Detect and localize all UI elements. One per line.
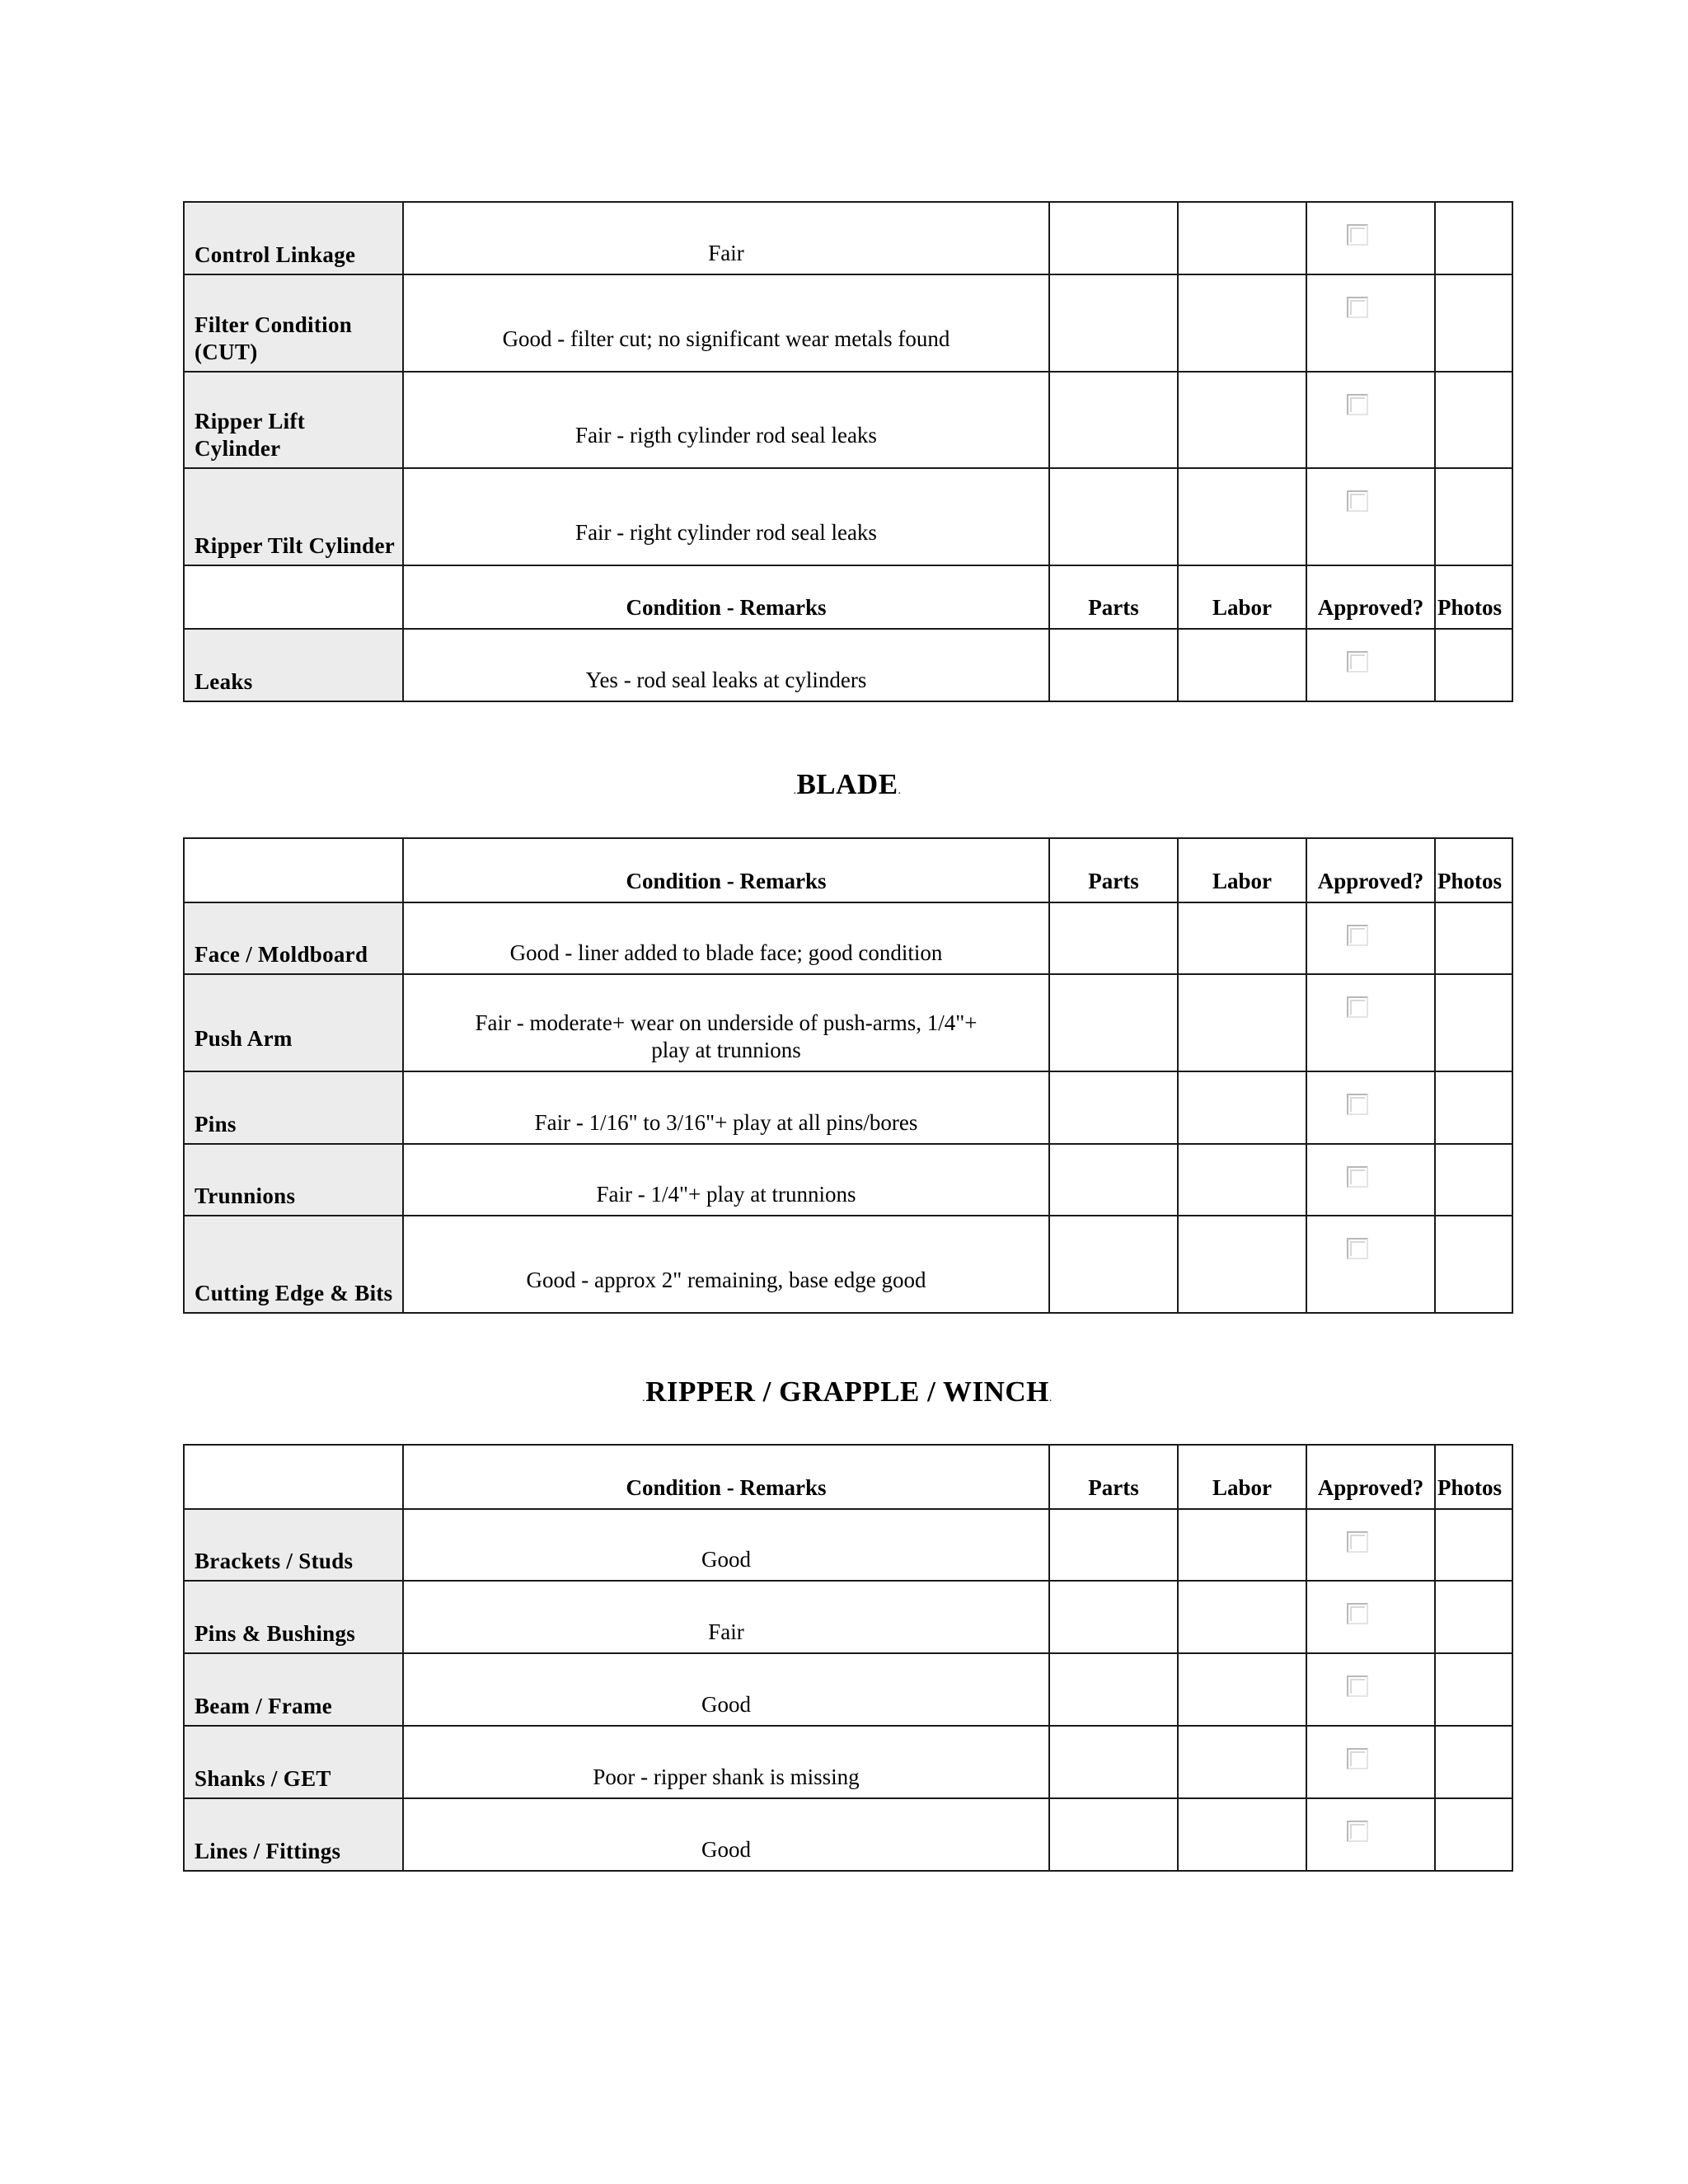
approved-cell — [1306, 468, 1435, 565]
approved-cell — [1306, 1653, 1435, 1726]
header-parts: Parts — [1049, 1445, 1178, 1509]
condition-remark: Fair — [403, 1581, 1049, 1653]
header-condition-remarks: Condition - Remarks — [403, 838, 1049, 902]
section-title-blade: .BLADE. — [793, 768, 902, 800]
labor-cell[interactable] — [1178, 629, 1306, 701]
parts-cell[interactable] — [1049, 1509, 1178, 1581]
table-header-row — [184, 838, 1512, 902]
condition-remark: Fair - rigth cylinder rod seal leaks — [403, 372, 1049, 468]
photos-cell[interactable] — [1435, 1581, 1512, 1653]
row-label: Filter Condition (CUT) — [184, 274, 403, 372]
parts-cell[interactable] — [1049, 1071, 1178, 1144]
photos-cell[interactable] — [1435, 1509, 1512, 1581]
labor-cell[interactable] — [1178, 274, 1306, 372]
condition-remark: Fair - 1/4"+ play at trunnions — [403, 1144, 1049, 1216]
approved-checkbox[interactable] — [1347, 996, 1368, 1018]
photos-cell[interactable] — [1435, 1798, 1512, 1871]
row-label: Trunnions — [184, 1144, 403, 1216]
inspection-table-continued — [183, 201, 1513, 702]
parts-cell[interactable] — [1049, 1798, 1178, 1871]
approved-cell — [1306, 1144, 1435, 1216]
photos-cell[interactable] — [1435, 1653, 1512, 1726]
condition-remark: Fair - moderate+ wear on underside of push-arms, 1/4"+ play at trunnions — [403, 974, 1049, 1071]
header-blank — [184, 1445, 403, 1509]
condition-remark: Poor - ripper shank is missing — [403, 1726, 1049, 1798]
table-row — [184, 1581, 1512, 1653]
approved-checkbox[interactable] — [1347, 1238, 1368, 1259]
header-condition-remarks: Condition - Remarks — [403, 565, 1049, 629]
parts-cell[interactable] — [1049, 1144, 1178, 1216]
table-row — [184, 1509, 1512, 1581]
condition-remark: Good — [403, 1509, 1049, 1581]
table-row — [184, 1726, 1512, 1798]
labor-cell[interactable] — [1178, 1144, 1306, 1216]
labor-cell[interactable] — [1178, 1653, 1306, 1726]
photos-cell[interactable] — [1435, 1144, 1512, 1216]
section-title-ripper: .RIPPER / GRAPPLE / WINCH. — [642, 1376, 1053, 1408]
header-photos: Photos — [1435, 838, 1512, 902]
table-row — [184, 902, 1512, 974]
table-row — [184, 1216, 1512, 1313]
row-label: Ripper Tilt Cylinder — [184, 468, 403, 565]
condition-remark: Good - filter cut; no significant wear metals found — [403, 274, 1049, 372]
labor-cell[interactable] — [1178, 468, 1306, 565]
approved-cell — [1306, 629, 1435, 701]
approved-checkbox[interactable] — [1347, 1531, 1368, 1553]
inspection-table-blade — [183, 837, 1513, 1314]
approved-cell — [1306, 974, 1435, 1071]
condition-remark: Yes - rod seal leaks at cylinders — [403, 629, 1049, 701]
header-photos: Photos — [1435, 565, 1512, 629]
header-labor: Labor — [1178, 1445, 1306, 1509]
condition-remark: Good - approx 2" remaining, base edge good — [403, 1216, 1049, 1313]
parts-cell[interactable] — [1049, 902, 1178, 974]
approved-checkbox[interactable] — [1347, 1675, 1368, 1697]
labor-cell[interactable] — [1178, 974, 1306, 1071]
approved-checkbox[interactable] — [1347, 1821, 1368, 1842]
row-label: Beam / Frame — [184, 1653, 403, 1726]
row-label: Leaks — [184, 629, 403, 701]
parts-cell[interactable] — [1049, 274, 1178, 372]
photos-cell[interactable] — [1435, 629, 1512, 701]
header-parts: Parts — [1049, 838, 1178, 902]
section-title-text: BLADE — [796, 768, 898, 800]
parts-cell[interactable] — [1049, 1581, 1178, 1653]
row-label: Face / Moldboard — [184, 902, 403, 974]
photos-cell[interactable] — [1435, 902, 1512, 974]
parts-cell[interactable] — [1049, 974, 1178, 1071]
table-header-row — [184, 1445, 1512, 1509]
approved-checkbox[interactable] — [1347, 651, 1368, 673]
approved-cell — [1306, 372, 1435, 468]
condition-remark: Good — [403, 1653, 1049, 1726]
header-parts: Parts — [1049, 565, 1178, 629]
row-label: Control Linkage — [184, 202, 403, 274]
parts-cell[interactable] — [1049, 1726, 1178, 1798]
approved-checkbox[interactable] — [1347, 1094, 1368, 1115]
labor-cell[interactable] — [1178, 1798, 1306, 1871]
approved-checkbox[interactable] — [1347, 490, 1368, 512]
header-approved: Approved? — [1306, 565, 1435, 629]
photos-cell[interactable] — [1435, 372, 1512, 468]
inspection-table-ripper — [183, 1444, 1513, 1872]
labor-cell[interactable] — [1178, 1071, 1306, 1144]
parts-cell[interactable] — [1049, 1653, 1178, 1726]
row-label: Brackets / Studs — [184, 1509, 403, 1581]
approved-cell — [1306, 1216, 1435, 1313]
labor-cell[interactable] — [1178, 1509, 1306, 1581]
approved-checkbox[interactable] — [1347, 1166, 1368, 1188]
header-labor: Labor — [1178, 565, 1306, 629]
approved-cell — [1306, 1581, 1435, 1653]
condition-remark: Good — [403, 1798, 1049, 1871]
photos-cell[interactable] — [1435, 974, 1512, 1071]
table-row — [184, 202, 1512, 274]
condition-remark: Fair — [403, 202, 1049, 274]
header-approved: Approved? — [1306, 1445, 1435, 1509]
photos-cell[interactable] — [1435, 202, 1512, 274]
labor-cell[interactable] — [1178, 1726, 1306, 1798]
row-label: Lines / Fittings — [184, 1798, 403, 1871]
approved-cell — [1306, 1509, 1435, 1581]
header-blank — [184, 838, 403, 902]
photos-cell[interactable] — [1435, 274, 1512, 372]
table-row — [184, 1071, 1512, 1144]
table-row — [184, 1798, 1512, 1871]
approved-cell — [1306, 274, 1435, 372]
photos-cell[interactable] — [1435, 468, 1512, 565]
table-row — [184, 274, 1512, 372]
row-label: Push Arm — [184, 974, 403, 1071]
approved-cell — [1306, 1726, 1435, 1798]
approved-checkbox[interactable] — [1347, 1603, 1368, 1624]
row-label: Ripper Lift Cylinder — [184, 372, 403, 468]
parts-cell[interactable] — [1049, 202, 1178, 274]
parts-cell[interactable] — [1049, 468, 1178, 565]
header-photos: Photos — [1435, 1445, 1512, 1509]
approved-cell — [1306, 1798, 1435, 1871]
table-header-row — [184, 565, 1512, 629]
labor-cell[interactable] — [1178, 202, 1306, 274]
approved-checkbox[interactable] — [1347, 1748, 1368, 1769]
row-label: Shanks / GET — [184, 1726, 403, 1798]
row-label: Cutting Edge & Bits — [184, 1216, 403, 1313]
parts-cell[interactable] — [1049, 372, 1178, 468]
header-labor: Labor — [1178, 838, 1306, 902]
labor-cell[interactable] — [1178, 1216, 1306, 1313]
table-row — [184, 629, 1512, 701]
approved-cell — [1306, 202, 1435, 274]
parts-cell[interactable] — [1049, 1216, 1178, 1313]
approved-cell — [1306, 902, 1435, 974]
condition-remark: Good - liner added to blade face; good condition — [403, 902, 1049, 974]
approved-checkbox[interactable] — [1347, 224, 1368, 246]
approved-checkbox[interactable] — [1347, 394, 1368, 415]
table-row — [184, 974, 1512, 1071]
header-approved: Approved? — [1306, 838, 1435, 902]
labor-cell[interactable] — [1178, 902, 1306, 974]
photos-cell[interactable] — [1435, 1216, 1512, 1313]
row-label: Pins — [184, 1071, 403, 1144]
condition-remark: Fair - right cylinder rod seal leaks — [403, 468, 1049, 565]
table-row — [184, 468, 1512, 565]
photos-cell[interactable] — [1435, 1071, 1512, 1144]
table-row — [184, 1653, 1512, 1726]
approved-checkbox[interactable] — [1347, 297, 1368, 318]
labor-cell[interactable] — [1178, 1581, 1306, 1653]
approved-cell — [1306, 1071, 1435, 1144]
section-title-text: RIPPER / GRAPPLE / WINCH — [645, 1376, 1049, 1408]
row-label: Pins & Bushings — [184, 1581, 403, 1653]
parts-cell[interactable] — [1049, 629, 1178, 701]
labor-cell[interactable] — [1178, 372, 1306, 468]
table-row — [184, 372, 1512, 468]
header-condition-remarks: Condition - Remarks — [403, 1445, 1049, 1509]
condition-remark: Fair - 1/16" to 3/16"+ play at all pins/bores — [403, 1071, 1049, 1144]
approved-checkbox[interactable] — [1347, 925, 1368, 946]
table-row — [184, 1144, 1512, 1216]
header-blank — [184, 565, 403, 629]
photos-cell[interactable] — [1435, 1726, 1512, 1798]
